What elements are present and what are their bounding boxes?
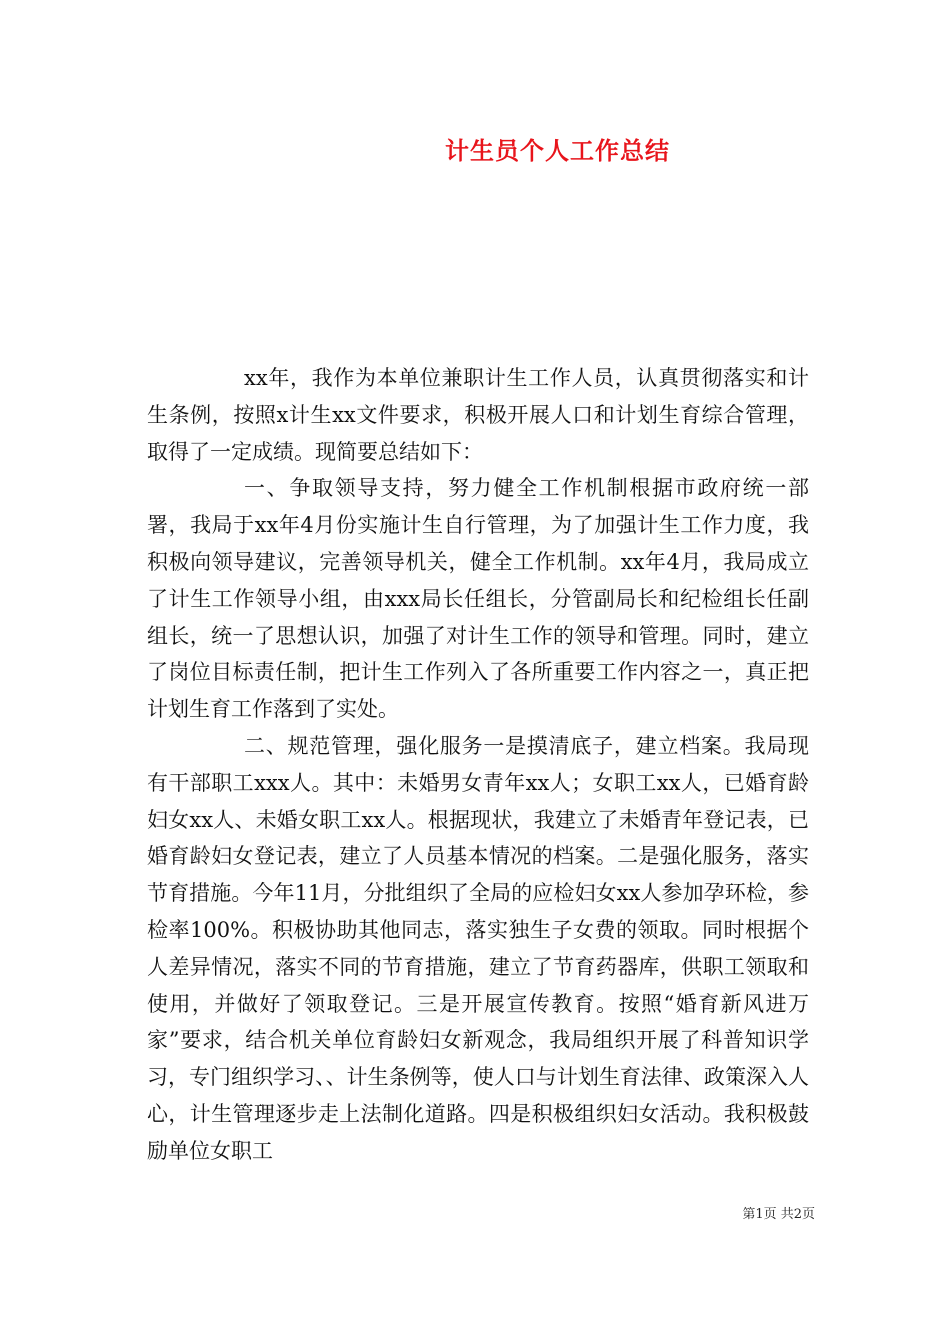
paragraph-section-2: 二、规范管理，强化服务一是摸清底子，建立档案。我局现有干部职工xxx人。其中：未婚男女青年xx人；女职工xx人，已婚育龄妇女xx人、未婚女职工xx人。根据现状，我建立了未婚青年登记表，已婚育龄妇女登记表，建立了人员基本情况的档案。二是强化服务，落实节育措施。今年11月，分批组织了全局的应检妇女xx人参加孕环检，参检率100%。积极协助其他同志，落实独生子女费的领取。同时根据个人差异情况，落实不同的节育措施，建立了节育药器库，供职工领取和使用，并做好了领取登记。三是开展宣传教育。按照“婚育新风进万家”要求，结合机关单位育龄妇女新观念，我局组织开展了科普知识学习，专门组织学习、、计生条例等，使人口与计划生育法律、政策深入人心，计生管理逐步走上法制化道路。四是积极组织妇女活动。我积极鼓励单位女职工 bbox=[147, 733, 809, 1163]
document-body bbox=[147, 360, 809, 1170]
paragraph-intro: xx年，我作为本单位兼职计生工作人员，认真贯彻落实和计生条例，按照x计生xx文件要求，积极开展人口和计划生育综合管理，取得了一定成绩。现简要总结如下： bbox=[147, 366, 809, 464]
paragraph-section-1: 一、争取领导支持，努力健全工作机制根据市政府统一部署，我局于xx年4月份实施计生自行管理，为了加强计生工作力度，我积极向领导建议，完善领导机关，健全工作机制。xx年4月，我局成立了计生工作领导小组，由xxx局长任组长，分管副局长和纪检组长任副组长，统一了思想认识，加强了对计生工作的领导和管理。同时，建立了岗位目标责任制，把计生工作列入了各所重要工作内容之一，真正把计划生育工作落到了实处。 bbox=[147, 476, 809, 722]
document-title: 计生员个人工作总结 bbox=[445, 137, 670, 165]
page-number: 第1页 共2页 bbox=[742, 1207, 815, 1222]
